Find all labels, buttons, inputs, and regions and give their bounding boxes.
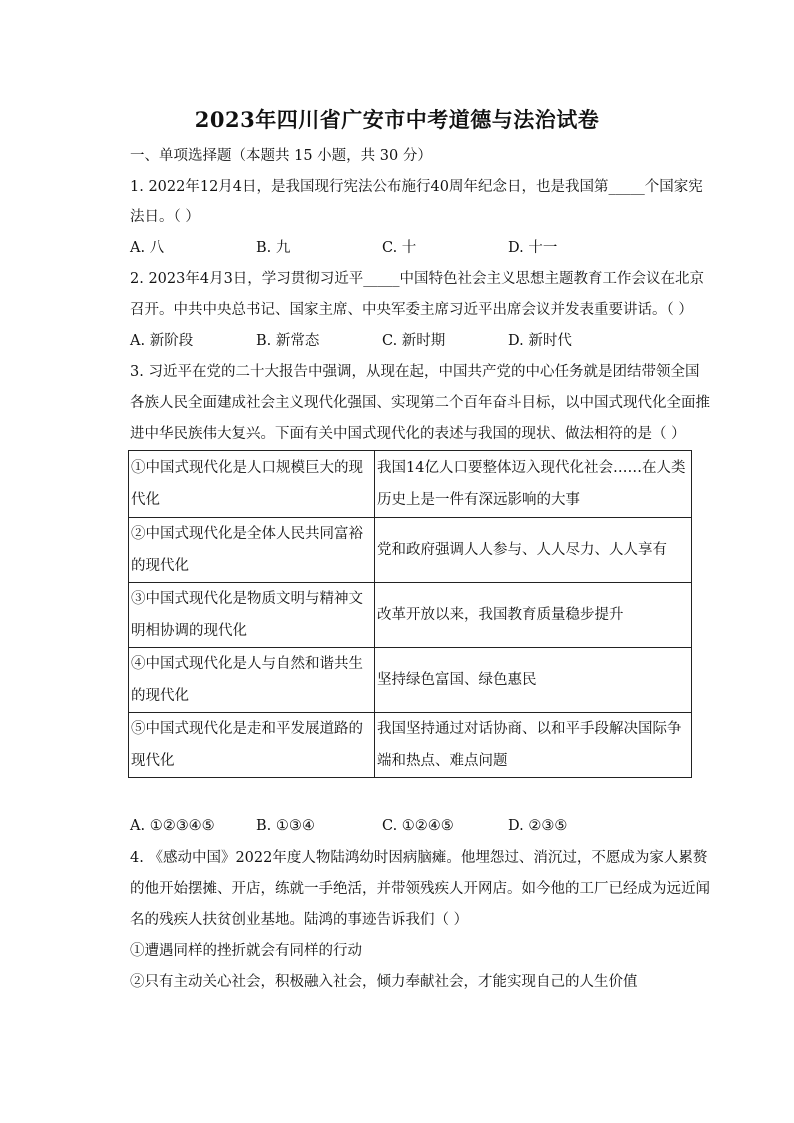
- q3-option-c: C. ①②④⑤: [382, 818, 454, 834]
- q4-stem-line3: 名的残疾人扶贫创业基地。陆鸿的事迹告诉我们（ ）: [130, 912, 469, 928]
- table-cell-fact: 改革开放以来，我国教育质量稳步提升: [375, 583, 692, 648]
- q3-stem-line1: 3. 习近平在党的二十大报告中强调，从现在起，中国共产党的中心任务就是团结带领全国: [130, 364, 700, 380]
- q1-option-a: A. 八: [130, 240, 165, 256]
- q1-stem-line1: 1. 2022年12月4日，是我国现行宪法公布施行40周年纪念日，也是我国第_____个国家宪: [130, 179, 703, 195]
- table-row: [129, 451, 692, 518]
- q3-stem-line2: 各族人民全面建成社会主义现代化强国、实现第二个百年奋斗目标，以中国式现代化全面推: [130, 395, 710, 411]
- table-cell-statement: ②中国式现代化是全体人民共同富裕的现代化: [129, 518, 375, 583]
- table-cell-fact: 党和政府强调人人参与、人人尽力、人人享有: [375, 518, 692, 583]
- q3-option-b: B. ①③④: [256, 818, 315, 834]
- table-row: [129, 648, 692, 713]
- table-cell-fact: 我国坚持通过对话协商、以和平手段解决国际争端和热点、难点问题: [375, 713, 692, 778]
- page-title: 2023年四川省广安市中考道德与法治试卷: [194, 107, 600, 132]
- q2-stem-line1: 2. 2023年4月3日，学习贯彻习近平_____中国特色社会主义思想主题教育工作会议在北京: [130, 271, 705, 287]
- q2-option-d: D. 新时代: [508, 333, 572, 349]
- q4-item-2: ②只有主动关心社会，积极融入社会，倾力奉献社会，才能实现自己的人生价值: [130, 974, 638, 990]
- q4-stem-line2: 的他开始摆摊、开店，练就一手绝活，并带领残疾人开网店。如今他的工厂已经成为远近闻: [130, 881, 710, 897]
- q4-stem-line1: 4. 《感动中国》2022年度人物陆鸿幼时因病脑瘫。他埋怨过、消沉过，不愿成为家人累赘: [130, 850, 708, 866]
- table-row: [129, 583, 692, 648]
- table-cell-statement: ③中国式现代化是物质文明与精神文明相协调的现代化: [129, 583, 375, 648]
- table-cell-fact: 我国14亿人口要整体迈入现代化社会……在人类历史上是一件有深远影响的大事: [375, 451, 692, 518]
- q1-option-d: D. 十一: [508, 240, 558, 256]
- section-heading: 一、单项选择题（本题共 15 小题，共 30 分）: [130, 148, 432, 164]
- q1-stem-line2: 法日。（ ）: [130, 209, 200, 225]
- q1-option-b: B. 九: [256, 240, 291, 256]
- q2-option-a: A. 新阶段: [130, 333, 194, 349]
- table-cell-statement: ⑤中国式现代化是走和平发展道路的现代化: [129, 713, 375, 778]
- table-cell-fact: 坚持绿色富国、绿色惠民: [375, 648, 692, 713]
- q4-item-1: ①遭遇同样的挫折就会有同样的行动: [130, 943, 362, 959]
- q3-stem-line3: 进中华民族伟大复兴。下面有关中国式现代化的表述与我国的现状、做法相符的是（ ）: [130, 426, 686, 442]
- q2-option-b: B. 新常态: [256, 333, 320, 349]
- table-cell-statement: ④中国式现代化是人与自然和谐共生的现代化: [129, 648, 375, 713]
- table-cell-statement: ①中国式现代化是人口规模巨大的现代化: [129, 451, 375, 518]
- table-row: [129, 713, 692, 778]
- q3-table: [128, 450, 692, 778]
- q3-option-a: A. ①②③④⑤: [130, 818, 215, 834]
- q3-option-d: D. ②③⑤: [508, 818, 568, 834]
- q2-stem-line2: 召开。中共中央总书记、国家主席、中央军委主席习近平出席会议并发表重要讲话。（ ）: [130, 302, 693, 318]
- q2-option-c: C. 新时期: [382, 333, 446, 349]
- table-row: [129, 518, 692, 583]
- q1-option-c: C. 十: [382, 240, 417, 256]
